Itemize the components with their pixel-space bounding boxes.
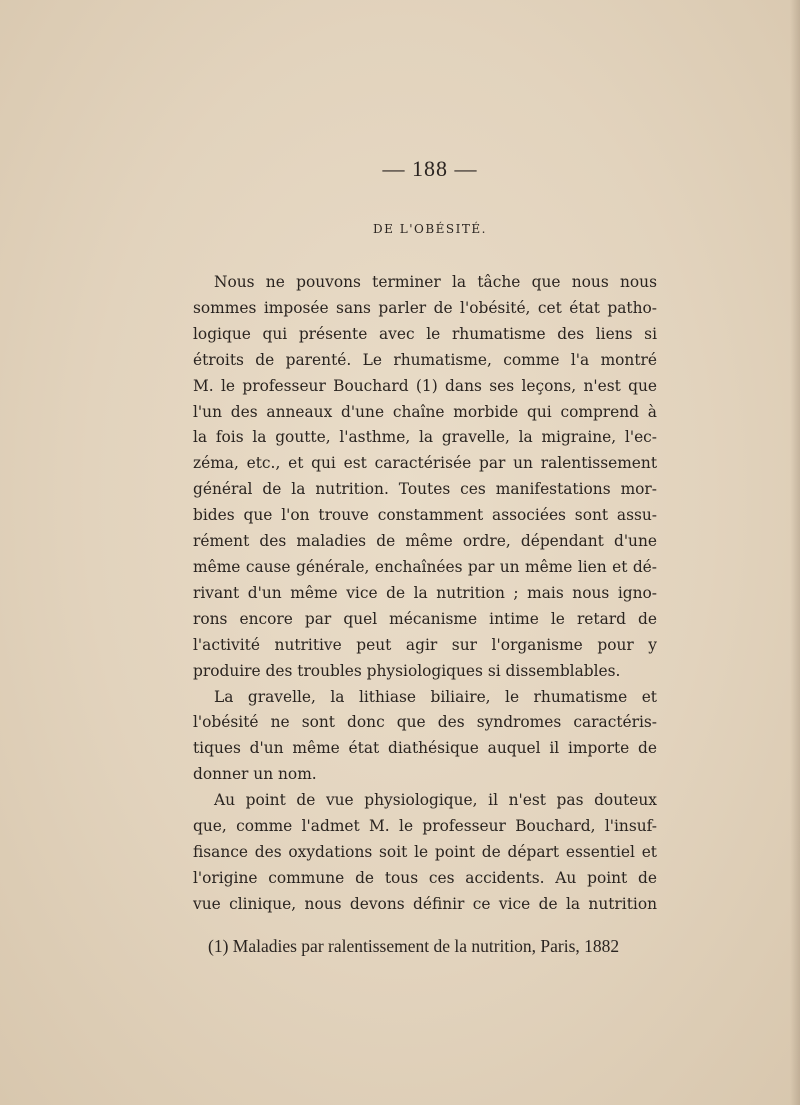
text-line: tiques d'un même état diathésique auquel il importe de: [193, 739, 657, 758]
text-line: rément des maladies de même ordre, dépendant d'une: [193, 532, 657, 551]
text-line: l'obésité ne sont donc que des syndromes caractéris-: [193, 713, 657, 732]
text-line: l'origine commune de tous ces accidents. Au point de: [193, 868, 657, 887]
page-number: — 188 —: [382, 156, 478, 181]
section-title: DE L'OBÉSITÉ.: [373, 222, 487, 236]
text-line: rons encore par quel mécanisme intime le retard de: [193, 609, 657, 628]
text-line: Nous ne pouvons terminer la tâche que nous nous: [214, 273, 657, 291]
footnote: (1) Maladies par ralentissement de la nutrition, Paris, 1882: [208, 936, 620, 956]
text-line: même cause générale, enchaînées par un même lien et dé-: [193, 557, 657, 576]
text-line: vue clinique, nous devons définir ce vice de la nutrition: [193, 894, 657, 913]
text-line: la fois la goutte, l'asthme, la gravelle, la migraine, l'ec-: [193, 428, 657, 447]
text-line: rivant d'un même vice de la nutrition ; mais nous igno-: [193, 583, 657, 602]
body-text: [193, 270, 657, 918]
text-line: bides que l'on trouve constamment associées sont assu-: [193, 506, 657, 525]
text-line: sommes imposée sans parler de l'obésité, cet état patho-: [193, 298, 657, 317]
text-line: l'activité nutritive peut agir sur l'organisme pour y: [193, 635, 657, 654]
text-line: Au point de vue physiologique, il n'est pas douteux: [214, 791, 657, 810]
text-line: que, comme l'admet M. le professeur Bouchard, l'insuf-: [193, 817, 657, 836]
text-line: l'un des anneaux d'une chaîne morbide qui comprend à: [193, 402, 657, 421]
text-line: produire des troubles physiologiques si dissemblables.: [193, 661, 621, 680]
text-line: fisance des oxydations soit le point de départ essentiel et: [193, 842, 657, 861]
text-line: M. le professeur Bouchard (1) dans ses leçons, n'est que: [193, 376, 657, 395]
text-line: logique qui présente avec le rhumatisme des liens si: [193, 324, 657, 343]
text-line: général de la nutrition. Toutes ces manifestations mor-: [193, 480, 657, 499]
text-line: zéma, etc., et qui est caractérisée par un ralentissement: [193, 454, 657, 473]
text-line: donner un nom.: [193, 765, 317, 784]
text-line: La gravelle, la lithiase biliaire, le rhumatisme et: [214, 687, 657, 706]
text-line: étroits de parenté. Le rhumatisme, comme l'a montré: [193, 350, 657, 369]
